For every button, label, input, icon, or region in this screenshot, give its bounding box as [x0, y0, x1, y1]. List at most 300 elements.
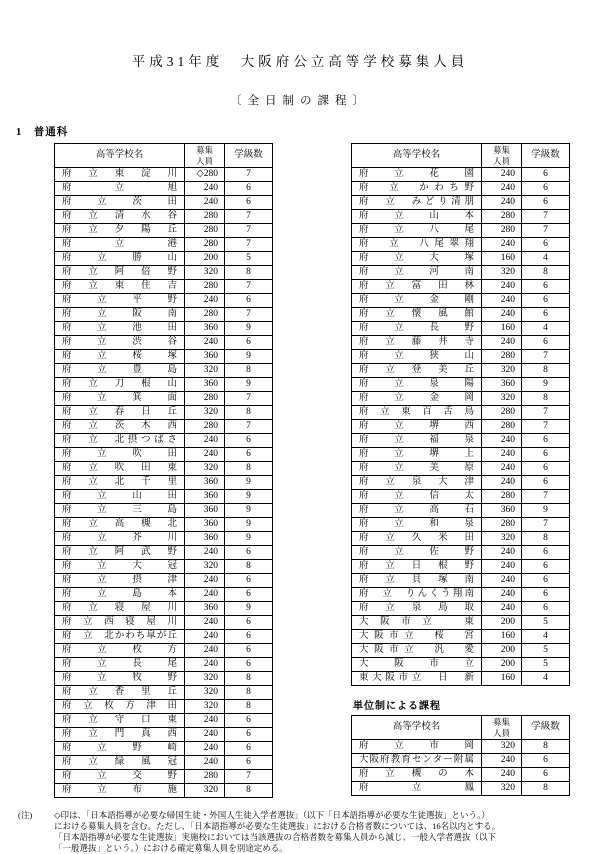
- class-count-cell: 4: [522, 322, 570, 336]
- table-row: [55, 504, 273, 518]
- school-name-cell: 府 立 平 野: [55, 294, 185, 308]
- recruit-count-cell: 240: [185, 728, 225, 742]
- footnote-text: [54, 810, 500, 854]
- class-count-cell: 8: [225, 686, 273, 700]
- table-row: [55, 700, 273, 714]
- table-row: [352, 630, 570, 644]
- class-count-cell: 6: [522, 560, 570, 574]
- table-row: [55, 224, 273, 238]
- recruit-count-cell: 320: [185, 364, 225, 378]
- footnote-label: (注): [18, 810, 33, 820]
- right-school-table: [351, 143, 570, 686]
- table-row: [55, 266, 273, 280]
- table-row: [55, 294, 273, 308]
- recruit-count-cell: 240: [185, 644, 225, 658]
- recruit-count-cell: 240: [185, 448, 225, 462]
- school-name-cell: 府 立 高 石: [352, 504, 482, 518]
- school-name-cell: 府 立 清 水 谷: [55, 210, 185, 224]
- recruit-count-cell: 240: [482, 754, 522, 768]
- recruit-count-cell: 240: [185, 574, 225, 588]
- class-count-cell: 7: [225, 168, 273, 182]
- school-name-cell: 大 阪 市 立: [352, 658, 482, 672]
- header-recruit-line2: 人員: [492, 727, 510, 738]
- recruit-count-cell: 240: [185, 714, 225, 728]
- school-name-cell: 府 立 北 千 里: [55, 476, 185, 490]
- school-name-cell: 府 立 春 日 丘: [55, 406, 185, 420]
- table-row: [352, 490, 570, 504]
- school-name-cell: 府 立 阿 倍 野: [55, 266, 185, 280]
- table-row: [352, 560, 570, 574]
- class-count-cell: 6: [522, 768, 570, 782]
- class-count-cell: 8: [225, 672, 273, 686]
- recruit-count-cell: 240: [482, 434, 522, 448]
- table-row: [55, 770, 273, 784]
- class-count-cell: 6: [522, 280, 570, 294]
- table-row: [352, 252, 570, 266]
- recruit-count-cell: 240: [482, 336, 522, 350]
- credit-program-table: [351, 715, 570, 796]
- recruit-count-cell: 360: [185, 532, 225, 546]
- table-row: [55, 182, 273, 196]
- recruit-count-cell: 240: [482, 182, 522, 196]
- school-name-cell: 府 立 鳳: [352, 782, 482, 796]
- table-row: [55, 476, 273, 490]
- school-name-cell: 府 立 みどり清朋: [352, 196, 482, 210]
- table-row: [352, 196, 570, 210]
- table-row: [352, 448, 570, 462]
- school-name-cell: 府 立 布 施: [55, 784, 185, 798]
- class-count-cell: 6: [225, 742, 273, 756]
- class-count-cell: 6: [522, 308, 570, 322]
- school-name-cell: 府 立 懐 風 館: [352, 308, 482, 322]
- table-row: [352, 546, 570, 560]
- school-name-cell: 府 立 堺 上: [352, 448, 482, 462]
- class-count-cell: 6: [225, 588, 273, 602]
- recruit-count-cell: 240: [185, 546, 225, 560]
- recruit-count-cell: 200: [482, 616, 522, 630]
- table-row: [55, 602, 273, 616]
- class-count-cell: 7: [225, 308, 273, 322]
- class-count-cell: 7: [522, 224, 570, 238]
- header-recruit-line1: 募集: [492, 716, 510, 727]
- school-name-cell: 府 立 泉 大 津: [352, 476, 482, 490]
- class-count-cell: 6: [225, 336, 273, 350]
- document-title: 平成31年度 大阪府公立高等学校募集人員: [131, 54, 469, 69]
- table-row: [352, 504, 570, 518]
- school-name-cell: 府 立 長 尾: [55, 658, 185, 672]
- class-count-cell: 8: [522, 740, 570, 754]
- recruit-count-cell: 320: [482, 266, 522, 280]
- class-count-cell: 7: [225, 210, 273, 224]
- recruit-count-cell: 320: [185, 784, 225, 798]
- class-count-cell: 7: [225, 770, 273, 784]
- school-name-cell: 府 立 八 尾: [352, 224, 482, 238]
- table-row: [352, 616, 570, 630]
- school-name-cell: 府 立 金 岡: [352, 392, 482, 406]
- school-name-cell: 府 立 寝 屋 川: [55, 602, 185, 616]
- recruit-count-cell: ◇280: [185, 168, 225, 182]
- class-count-cell: 6: [225, 644, 273, 658]
- header-recruit-line2: 人員: [195, 155, 213, 166]
- class-count-cell: 7: [522, 490, 570, 504]
- class-count-cell: 6: [522, 546, 570, 560]
- table-row: [55, 672, 273, 686]
- school-name-cell: 府 立 泉 鳥 取: [352, 602, 482, 616]
- recruit-count-cell: 160: [482, 252, 522, 266]
- recruit-count-cell: 280: [482, 490, 522, 504]
- credit-program-heading: 単位制による課程: [353, 701, 441, 712]
- table-row: [55, 210, 273, 224]
- left-school-table: [54, 143, 273, 798]
- recruit-count-cell: 320: [482, 364, 522, 378]
- school-name-cell: 府 立 大 塚: [352, 252, 482, 266]
- class-count-cell: 6: [225, 616, 273, 630]
- table-header-row: [55, 144, 273, 168]
- course-type-heading: 〔全日制の課程〕: [230, 95, 370, 107]
- class-count-cell: 6: [225, 714, 273, 728]
- table-row: [55, 322, 273, 336]
- recruit-count-cell: 240: [185, 434, 225, 448]
- header-class-count: 学級数: [522, 144, 570, 168]
- table-row: [55, 742, 273, 756]
- recruit-count-cell: 360: [185, 322, 225, 336]
- school-name-cell: 府 立 りんくう翔南: [352, 588, 482, 602]
- table-row: [55, 462, 273, 476]
- recruit-count-cell: 320: [185, 560, 225, 574]
- recruit-count-cell: 240: [185, 616, 225, 630]
- school-name-cell: 府 立 河 南: [352, 266, 482, 280]
- recruit-count-cell: 240: [185, 182, 225, 196]
- table-row: [352, 336, 570, 350]
- class-count-cell: 7: [225, 238, 273, 252]
- school-name-cell: 府 立 富 田 林: [352, 280, 482, 294]
- table-row: [55, 378, 273, 392]
- right-column: [351, 143, 570, 796]
- table-row: [55, 280, 273, 294]
- class-count-cell: 7: [225, 420, 273, 434]
- recruit-count-cell: 240: [482, 280, 522, 294]
- table-row: [352, 644, 570, 658]
- school-name-cell: 府 立 交 野: [55, 770, 185, 784]
- header-recruit-line1: 募集: [492, 144, 510, 155]
- school-name-cell: 府 立 市 岡: [352, 740, 482, 754]
- class-count-cell: 7: [522, 518, 570, 532]
- recruit-count-cell: 360: [185, 490, 225, 504]
- class-count-cell: 9: [225, 602, 273, 616]
- class-count-cell: 6: [225, 658, 273, 672]
- school-name-cell: 府 立 和 泉: [352, 518, 482, 532]
- class-count-cell: 8: [225, 364, 273, 378]
- footnote-line: における募集人員を含む。ただし、「日本語指導が必要な生徒選抜」における合格者数については、16名以内とする。: [54, 821, 501, 831]
- school-name-cell: 府 立 槻 の 木: [352, 768, 482, 782]
- class-count-cell: 9: [225, 476, 273, 490]
- class-count-cell: 4: [522, 672, 570, 686]
- school-name-cell: 府 立 芥 川: [55, 532, 185, 546]
- table-row: [352, 364, 570, 378]
- school-name-cell: 府 立 守 口 東: [55, 714, 185, 728]
- school-name-cell: 府 立 香 里 丘: [55, 686, 185, 700]
- section-heading-general-course: 1 普通科: [16, 127, 69, 138]
- table-row: [352, 476, 570, 490]
- school-name-cell: 府 立 茨 田: [55, 196, 185, 210]
- recruit-count-cell: 280: [482, 210, 522, 224]
- class-count-cell: 9: [225, 504, 273, 518]
- school-name-cell: 府 立 貝 塚 南: [352, 574, 482, 588]
- class-count-cell: 9: [225, 350, 273, 364]
- table-row: [55, 238, 273, 252]
- class-count-cell: 9: [225, 518, 273, 532]
- recruit-count-cell: 200: [482, 658, 522, 672]
- footnote-line: 「日本語指導が必要な生徒選抜」実施校においては当該選抜の合格者数を募集人員から減じ、一般入学者選抜（以下: [54, 832, 497, 842]
- school-name-cell: 府 立 狭 山: [352, 350, 482, 364]
- recruit-count-cell: 320: [482, 532, 522, 546]
- tables-area: [0, 143, 600, 798]
- table-row: [55, 616, 273, 630]
- table-row: [352, 168, 570, 182]
- recruit-count-cell: 240: [482, 574, 522, 588]
- school-name-cell: 府 立 港: [55, 238, 185, 252]
- footnote-line: 「一般選抜」という。）における確定募集人員を別途定める。: [54, 843, 288, 853]
- class-count-cell: 7: [225, 280, 273, 294]
- school-name-cell: 府 立 吹 田 東: [55, 462, 185, 476]
- table-row: [55, 518, 273, 532]
- class-count-cell: 9: [522, 378, 570, 392]
- school-name-cell: 府 立 八尾翠翔: [352, 238, 482, 252]
- table-row: [352, 224, 570, 238]
- header-school-name: 高等学校名: [352, 144, 482, 168]
- class-count-cell: 6: [225, 448, 273, 462]
- recruit-count-cell: 240: [482, 238, 522, 252]
- recruit-count-cell: 360: [185, 350, 225, 364]
- header-school-name: 高等学校名: [352, 716, 482, 740]
- table-row: [55, 308, 273, 322]
- recruit-count-cell: 320: [185, 462, 225, 476]
- table-row: [55, 336, 273, 350]
- class-count-cell: 8: [225, 406, 273, 420]
- class-count-cell: 6: [522, 588, 570, 602]
- recruit-count-cell: 320: [482, 782, 522, 796]
- class-count-cell: 6: [522, 196, 570, 210]
- table-row: [55, 448, 273, 462]
- recruit-count-cell: 200: [185, 252, 225, 266]
- class-count-cell: 5: [522, 616, 570, 630]
- school-name-cell: 府 立 池 田: [55, 322, 185, 336]
- class-count-cell: 6: [225, 630, 273, 644]
- recruit-count-cell: 280: [482, 224, 522, 238]
- recruit-count-cell: 320: [185, 700, 225, 714]
- table-row: [352, 378, 570, 392]
- footnote-line: ◇印は、「日本語指導が必要な帰国生徒・外国人生徒入学者選抜」（以下「日本語指導が必要な生徒選抜」という。）: [54, 810, 490, 820]
- class-count-cell: 6: [225, 434, 273, 448]
- table-header-row: [352, 144, 570, 168]
- table-row: [352, 392, 570, 406]
- school-name-cell: 府 立 長 野: [352, 322, 482, 336]
- class-count-cell: 6: [522, 602, 570, 616]
- school-name-cell: 府 立 大 冠: [55, 560, 185, 574]
- school-name-cell: 府 立 花 園: [352, 168, 482, 182]
- school-name-cell: 府 立 枚 方 津 田: [55, 700, 185, 714]
- table-row: [55, 392, 273, 406]
- table-row: [352, 462, 570, 476]
- class-count-cell: 6: [522, 462, 570, 476]
- recruit-count-cell: 240: [185, 588, 225, 602]
- table-row: [352, 322, 570, 336]
- table-row: [55, 434, 273, 448]
- school-name-cell: 府 立 金 剛: [352, 294, 482, 308]
- recruit-count-cell: 240: [185, 658, 225, 672]
- table-row: [55, 196, 273, 210]
- school-name-cell: 府 立 福 泉: [352, 434, 482, 448]
- class-count-cell: 6: [522, 294, 570, 308]
- recruit-count-cell: 200: [482, 644, 522, 658]
- school-name-cell: 府 立 佐 野: [352, 546, 482, 560]
- table-row: [55, 168, 273, 182]
- recruit-count-cell: 280: [482, 350, 522, 364]
- class-count-cell: 5: [522, 644, 570, 658]
- table-row: [55, 644, 273, 658]
- class-count-cell: 8: [522, 392, 570, 406]
- table-row: [55, 406, 273, 420]
- school-name-cell: 府 立 かわち野: [352, 182, 482, 196]
- recruit-count-cell: 320: [185, 406, 225, 420]
- recruit-count-cell: 320: [185, 686, 225, 700]
- header-class-count: 学級数: [225, 144, 273, 168]
- recruit-count-cell: 240: [185, 742, 225, 756]
- class-count-cell: 7: [225, 392, 273, 406]
- table-row: [55, 686, 273, 700]
- recruit-count-cell: 280: [482, 420, 522, 434]
- recruit-count-cell: 280: [185, 420, 225, 434]
- table-row: [55, 630, 273, 644]
- school-name-cell: 大阪市立 汎 愛: [352, 644, 482, 658]
- school-name-cell: 府 立 東 淀 川: [55, 168, 185, 182]
- recruit-count-cell: 360: [482, 378, 522, 392]
- school-name-cell: 府 立 刀 根 山: [55, 378, 185, 392]
- recruit-count-cell: 360: [185, 476, 225, 490]
- school-name-cell: 府 立 日 根 野: [352, 560, 482, 574]
- class-count-cell: 6: [225, 574, 273, 588]
- recruit-count-cell: 320: [185, 672, 225, 686]
- table-row: [55, 714, 273, 728]
- table-row: [352, 294, 570, 308]
- school-name-cell: 府 立 堺 西: [352, 420, 482, 434]
- recruit-count-cell: 240: [482, 168, 522, 182]
- school-name-cell: 府 立 枚 方: [55, 644, 185, 658]
- class-count-cell: 7: [522, 210, 570, 224]
- school-name-cell: 府 立 北かわち皐が丘: [55, 630, 185, 644]
- school-name-cell: 府 立 東 住 吉: [55, 280, 185, 294]
- recruit-count-cell: 320: [482, 740, 522, 754]
- class-count-cell: 8: [522, 266, 570, 280]
- class-count-cell: 6: [522, 448, 570, 462]
- school-name-cell: 府 立 高 槻 北: [55, 518, 185, 532]
- recruit-count-cell: 240: [185, 294, 225, 308]
- recruit-count-cell: 280: [185, 238, 225, 252]
- class-count-cell: 6: [522, 434, 570, 448]
- recruit-count-cell: 240: [482, 588, 522, 602]
- class-count-cell: 6: [225, 756, 273, 770]
- recruit-count-cell: 280: [185, 392, 225, 406]
- class-count-cell: 9: [225, 322, 273, 336]
- recruit-count-cell: 240: [482, 602, 522, 616]
- table-row: [55, 546, 273, 560]
- table-row: [55, 588, 273, 602]
- class-count-cell: 9: [225, 490, 273, 504]
- recruit-count-cell: 280: [185, 224, 225, 238]
- school-name-cell: 府 立 泉 陽: [352, 378, 482, 392]
- school-name-cell: 府 立 勝 山: [55, 252, 185, 266]
- recruit-count-cell: 240: [482, 560, 522, 574]
- table-row: [352, 280, 570, 294]
- table-row: [352, 602, 570, 616]
- table-row: [352, 350, 570, 364]
- table-row: [55, 364, 273, 378]
- table-row: [55, 728, 273, 742]
- recruit-count-cell: 320: [185, 266, 225, 280]
- school-name-cell: 府 立 茨 木 西: [55, 420, 185, 434]
- school-name-cell: 府 立 島 本: [55, 588, 185, 602]
- school-name-cell: 府 立 緑 風 冠: [55, 756, 185, 770]
- class-count-cell: 6: [225, 294, 273, 308]
- class-count-cell: 7: [522, 406, 570, 420]
- school-name-cell: 府 立 西 寝 屋 川: [55, 616, 185, 630]
- table-row: [352, 420, 570, 434]
- class-count-cell: 6: [522, 182, 570, 196]
- recruit-count-cell: 280: [185, 210, 225, 224]
- header-school-name: 高等学校名: [55, 144, 185, 168]
- school-name-cell: 府 立 箕 面: [55, 392, 185, 406]
- recruit-count-cell: 360: [185, 378, 225, 392]
- recruit-count-cell: 320: [482, 392, 522, 406]
- class-count-cell: 7: [225, 224, 273, 238]
- recruit-count-cell: 240: [185, 756, 225, 770]
- recruit-count-cell: 280: [185, 280, 225, 294]
- school-name-cell: 府 立 久 米 田: [352, 532, 482, 546]
- table-row: [352, 754, 570, 768]
- header-recruit-count: [185, 144, 225, 168]
- school-name-cell: 府 立 野 崎: [55, 742, 185, 756]
- table-row: [352, 210, 570, 224]
- class-count-cell: 6: [522, 336, 570, 350]
- table-row: [352, 518, 570, 532]
- class-count-cell: 5: [522, 658, 570, 672]
- school-name-cell: 府 立 山 田: [55, 490, 185, 504]
- table-header-row: [352, 716, 570, 740]
- recruit-count-cell: 240: [482, 196, 522, 210]
- table-row: [55, 658, 273, 672]
- school-name-cell: 府 立 山 本: [352, 210, 482, 224]
- school-name-cell: 府 立 吹 田: [55, 448, 185, 462]
- school-name-cell: 府 立 藤 井 寺: [352, 336, 482, 350]
- recruit-count-cell: 360: [185, 504, 225, 518]
- class-count-cell: 6: [225, 196, 273, 210]
- table-row: [55, 574, 273, 588]
- class-count-cell: 9: [225, 532, 273, 546]
- class-count-cell: 6: [225, 728, 273, 742]
- table-row: [352, 672, 570, 686]
- school-name-cell: 府 立 渋 谷: [55, 336, 185, 350]
- table-row: [55, 756, 273, 770]
- header-recruit-line1: 募集: [195, 144, 213, 155]
- class-count-cell: 8: [225, 462, 273, 476]
- class-count-cell: 8: [522, 782, 570, 796]
- table-row: [352, 768, 570, 782]
- recruit-count-cell: 280: [482, 406, 522, 420]
- school-name-cell: 府 立 牧 野: [55, 672, 185, 686]
- recruit-count-cell: 240: [482, 308, 522, 322]
- recruit-count-cell: 360: [185, 518, 225, 532]
- school-name-cell: 府 立 夕 陽 丘: [55, 224, 185, 238]
